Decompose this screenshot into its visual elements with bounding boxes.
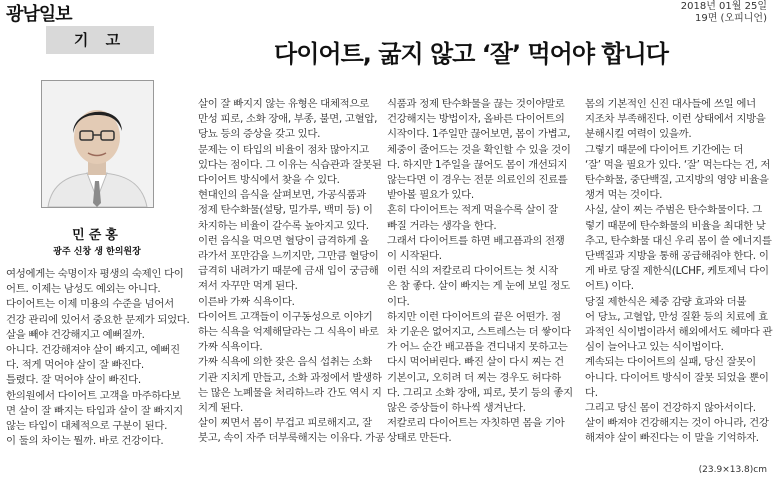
- author-photo: [41, 80, 154, 208]
- article-line: 여성에게는 숙명이자 평생의 숙제인 다이: [6, 268, 184, 280]
- article-line: 져서 자꾸만 먹게 된다.: [198, 280, 298, 293]
- article-line: 기관 지치게 만들고, 소화 과정에서 발생하: [198, 371, 382, 384]
- article-line: 렇기 때문에 탄수화물의 비율을 최대한 낮: [585, 219, 766, 232]
- article-line: 아니다. 건강해져야 살이 빠지고, 예뻐진: [6, 344, 180, 357]
- publication-date: 2018년 01월 25일: [680, 1, 767, 12]
- article-line: 흔히 다이어트는 적게 먹을수록 살이 잘: [387, 204, 558, 217]
- article-line: 면 살이 잘 빠지는 타입과 살이 잘 빠지지: [6, 404, 183, 417]
- newspaper-name: 광남일보: [6, 4, 72, 25]
- article-line: 이런 음식을 먹으면 혈당이 급격하게 올: [198, 234, 369, 247]
- article-line: 않는다면 이 경우는 전문 의료인의 진료를: [387, 174, 568, 187]
- article-line: 게 바로 당질 제한식(LCHF, 케토제닉 다이: [585, 265, 769, 278]
- author-name: 민준홍: [72, 228, 122, 243]
- article-line: 체중이 줄어드는 것을 확인할 수 있을 것이: [387, 143, 571, 156]
- article-line: 과적인 식이법이라서 해외에서도 헤마다 관: [585, 326, 773, 339]
- article-line: 정제 탄수화물(설탕, 밀가루, 백미 등) 이: [198, 204, 373, 217]
- article-line: 다.: [585, 386, 598, 399]
- article-line: 이런 식의 저칼로리 다이어트는 첫 시작: [387, 265, 558, 278]
- author-title: 광주 신창 생 한의원장: [53, 247, 141, 257]
- article-line: 문제는 이 타입의 비율이 점차 많아지고: [198, 143, 369, 156]
- article-line: 다시 먹어버린다. 빠진 살이 다시 찌는 건: [387, 356, 564, 369]
- article-line: 상태로 만든다.: [387, 432, 452, 445]
- article-line: 가짜 식욕에 의한 잦은 음식 섭취는 소화: [198, 356, 372, 369]
- article-line: 그래서 다이어트를 하면 배고픔과의 전쟁: [387, 234, 565, 247]
- article-line: 식품과 정제 탄수화물을 끊는 것이야말로: [387, 98, 565, 110]
- article-line: 다이어트는 이제 미용의 수준을 넘어서: [6, 298, 174, 311]
- article-line: 붓고, 속이 자주 더부룩해지는 이유다. 가공: [198, 432, 385, 445]
- article-line: 있다는 점이다. 그 이유는 식습관과 잘못된: [198, 158, 382, 171]
- dateline: [681, 1, 767, 25]
- article-column-2: [198, 97, 385, 447]
- article-column-1: [6, 267, 192, 449]
- article-line: 아니다. 다이어트 방식이 잘못 되었을 뿐이: [585, 371, 769, 384]
- article-line: 다이어트 방식에서 찾을 수 있다.: [198, 174, 340, 187]
- article-line: 건강 관리에 있어서 중요한 문제가 되었다.: [6, 313, 190, 326]
- article-line: 어트. 이제는 남성도 예외는 아니다.: [6, 283, 161, 296]
- article-line: 가 어느 순간 배고픔을 견디내지 못하고는: [387, 341, 568, 354]
- article-line: 기본이고, 오히려 더 찌는 경우도 허다하: [387, 371, 561, 384]
- article-line: 않는 타입이 대체적으로 구분이 된다.: [6, 420, 168, 433]
- article-line: 살이 찌면서 몸이 무겁고 피로해지고, 잘: [198, 417, 372, 430]
- article-line: 이다.: [387, 295, 410, 308]
- article-line: 차 기운은 없어지고, 스트레스는 더 쌓이다: [387, 326, 571, 339]
- article-line: 추고, 탄수화물 대신 우리 몸이 쓸 에너지를: [585, 234, 772, 247]
- article-line: 라가서 포만감을 느끼지만, 그만큼 혈당이: [198, 250, 379, 263]
- article-line: 살이 빠져야 건강해지는 것이 아니라, 건강: [585, 417, 769, 430]
- article-line: 하는 식욕을 억제해달라는 그 식욕이 바로: [198, 326, 379, 339]
- section-label: 기 고: [46, 26, 154, 54]
- article-line: 가짜 식욕이다.: [198, 341, 263, 354]
- article-line: 그렇기 때문에 다이어트 기간에는 더: [585, 143, 744, 156]
- article-line: 하지만 이런 다이어트의 끝은 어떤가. 점: [387, 310, 561, 323]
- article-line: 이른바 가짜 식욕이다.: [198, 295, 295, 308]
- article-line: 치게 된다.: [198, 402, 243, 415]
- article-line: 그리고 당신 몸이 건강하지 않아서이다.: [585, 402, 756, 415]
- article-line: 다. 적게 먹어야 살이 잘 빠진다.: [6, 359, 144, 372]
- article-line: 만성 피로, 소화 장애, 부종, 불면, 고혈압,: [198, 113, 378, 126]
- article-line: 분해시킬 여력이 있을까.: [585, 128, 692, 141]
- article-line: 당뇨 등의 증상을 갖고 있다.: [198, 128, 321, 141]
- article-line: 지조차 부족해진다. 이런 상태에서 지방을: [585, 113, 766, 126]
- article-line: 어트) 이다.: [585, 280, 634, 293]
- article-line: 이 둘의 차이는 뭘까. 바로 건강이다.: [6, 435, 164, 448]
- article-line: 이 시작된다.: [387, 250, 442, 263]
- article-line: 당질 제한식은 체중 감량 효과와 더불: [585, 295, 747, 308]
- article-line: 다이어트 고객들이 이구동성으로 이야기: [198, 310, 373, 323]
- article-line: 단백질과 지방을 통해 공급해줘야 한다. 이: [585, 250, 769, 263]
- article-size-note: (23.9×13.8)cm: [698, 465, 767, 475]
- article-line: 은 참 좋다. 살이 빠지는 게 눈에 보일 정도: [387, 280, 570, 293]
- article-column-4: [585, 97, 773, 447]
- article-line: 챙겨 먹는 것이다.: [585, 189, 663, 202]
- article-line: 는 많은 노폐물을 처리하느라 간도 역시 지: [198, 386, 382, 399]
- article-line: 다. 하지만 1주일을 끊어도 몸이 개선되지: [387, 158, 568, 171]
- article-line: 급격히 내려가기 때문에 금새 입이 궁금해: [198, 265, 379, 278]
- article-line: 계속되는 다이어트의 실패, 당신 잘못이: [585, 356, 756, 369]
- article-line: 몸의 기본적인 신진 대사들에 쓰일 에너: [585, 98, 756, 110]
- article-line: 현대인의 음식을 살펴보면, 가공식품과: [198, 189, 366, 202]
- article-line: 빠질 거라는 생각을 한다.: [387, 219, 497, 232]
- article-line: 건강해지는 방법이자, 올바른 다이어트의: [387, 113, 565, 126]
- article-line: 틀렸다. 잘 먹어야 살이 빠진다.: [6, 374, 141, 387]
- page-section: 19면 (오피니언): [694, 13, 767, 24]
- article-line: 살을 빼야 건강해지고 예뻐질까.: [6, 328, 145, 341]
- article-line: 저칼로리 다이어트는 자칫하면 몸을 기아: [387, 417, 565, 430]
- article-line: 어 당뇨, 고혈압, 만성 질환 등의 치료에 효: [585, 310, 768, 323]
- article-line: 사실, 살이 찌는 주범은 탄수화물이다. 그: [585, 204, 762, 217]
- article-line: 한의원에서 다이어트 고객을 마주하다보: [6, 389, 181, 402]
- article-line: 차지하는 비율이 갈수록 높아지고 있다.: [198, 219, 369, 232]
- article-line: 탄수화물, 중단백질, 고지방의 영양 비율을: [585, 174, 769, 187]
- article-line: 다. 그리고 소화 장애, 피로, 붓기 등의 좋지: [387, 386, 573, 399]
- article-line: 받아볼 필요가 있다.: [387, 189, 474, 202]
- article-line: ‘잘’ 먹을 필요가 있다. ‘잘’ 먹는다는 건, 저: [585, 158, 771, 171]
- article-line: 해져야 살이 빠진다는 이 말을 기억하자.: [585, 432, 759, 445]
- article-line: 살이 잘 빠지지 않는 유형은 대체적으로: [198, 98, 369, 110]
- article-column-3: [387, 97, 573, 447]
- article-line: 시작이다. 1주일만 끊어보면, 몸이 가볍고,: [387, 128, 571, 141]
- article-line: 않은 증상들이 하나씩 생겨난다.: [387, 402, 526, 415]
- article-headline: 다이어트, 굶지 않고 ‘잘’ 먹어야 합니다: [274, 40, 668, 68]
- article-line: 심이 늘어나고 있는 식이법이다.: [585, 341, 724, 354]
